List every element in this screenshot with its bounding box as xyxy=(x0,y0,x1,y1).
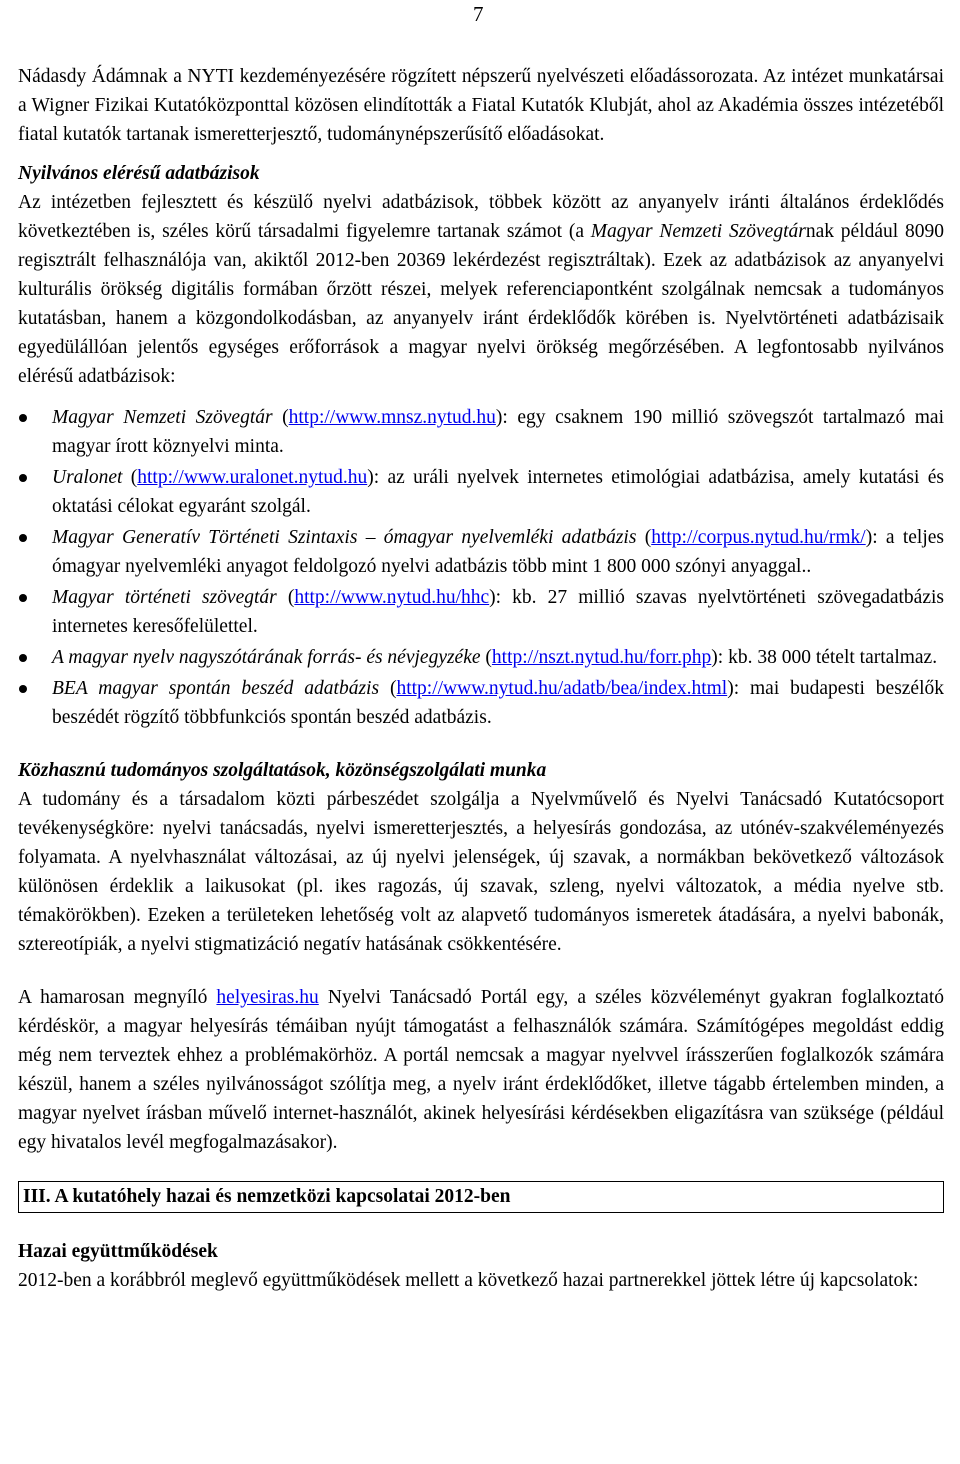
intro-paragraph: Nádasdy Ádámnak a NYTI kezdeményezésére rögzített népszerű nyelvészeti előadássorozata. Az intézet munkatársai a Wigner Fizikai Kutatóközponttal közösen elindították a Fiatal Kutatók Klubját, ahol az Akadémia összes intézetéből fiatal kutatók tartanak ismeretterjesztő, tudománynépszerűsítő előadásokat. xyxy=(18,66,944,145)
list-item xyxy=(18,403,944,461)
domestic-cooperation-heading: Hazai együttműködések xyxy=(18,1241,218,1262)
section-title-box: III. A kutatóhely hazai és nemzetközi kapcsolatai 2012-ben xyxy=(18,1181,944,1213)
database-description: ): kb. 27 millió szavas nyelvtörténeti szövegadatbázis internetes keresőfelülettel. xyxy=(52,587,944,637)
list-item xyxy=(18,463,944,521)
databases-text-italic: Magyar Nemzeti Szövegtár xyxy=(590,221,806,242)
public-service-heading: Közhasznú tudományos szolgáltatások, közönségszolgálati munka xyxy=(18,760,547,781)
database-name: Magyar történeti szövegtár xyxy=(52,587,277,608)
database-link[interactable]: http://www.uralonet.nytud.hu xyxy=(137,467,368,488)
list-item xyxy=(18,583,944,641)
databases-text-end: nak például 8090 regisztrált felhasználója van, akiktől 2012-ben 20369 lekérdezést regisztráltak). Ezek az adatbázisok az anyanyelvi kulturális örökség digitális formában őrzött részei, melyek referenciapontként szolgálnak nemcsak a tudományos kutatásban, hanem a közgondolkodásban, az anyanyelv iránt érdeklődők körében is. Nyelvtörténeti adatbázisaik egyedülállóan jelentős egységes erőforrások a magyar nyelvi örökség megőrzésében. A legfontosabb nyilvános elérésű adatbázisok: xyxy=(18,221,944,387)
database-description: ): kb. 38 000 tételt tartalmaz. xyxy=(711,647,938,668)
paren-open: ( xyxy=(276,587,295,608)
domestic-cooperation-paragraph: 2012-ben a korábbról meglevő együttműködések mellett a következő hazai partnerekkel jöttek létre új kapcsolatok: xyxy=(18,1270,919,1291)
databases-paragraph xyxy=(18,188,944,391)
database-description: ): egy csaknem 190 millió szövegszót tartalmazó mai magyar írott köznyelvi minta. xyxy=(52,407,944,457)
databases-heading: Nyilvános elérésű adatbázisok xyxy=(18,163,260,184)
databases-text-start: Az intézetben fejlesztett és készülő nyelvi adatbázisok, többek között az anyanyelv iránti általános érdeklődés következtében is, széles körű társadalmi figyelemre tartanak számot (a xyxy=(18,192,944,242)
paren-open: ( xyxy=(379,678,397,699)
page-number: 7 xyxy=(473,2,484,26)
database-name: BEA magyar spontán beszéd adatbázis xyxy=(52,678,380,699)
database-description: ): mai budapesti beszélők beszédét rögzítő többfunkciós spontán beszéd adatbázis. xyxy=(52,678,945,728)
public-service-paragraph-1: A tudomány és a társadalom közti párbeszédet szolgálja a Nyelvművelő és Nyelvi Tanácsadó Kutatócsoport tevékenységköre: nyelvi tanácsadás, nyelvi ismeretterjesztés, a helyesírás gondozása, az utónév-szakvéleményezés folyamata. A nyelvhasználat változásai, az új nyelvi jelenségek, új szavak, a normákban bekövetkező változások különösen érdeklik a laikusokat (pl. ikes ragozás, új szavak, szleng, nyelvi változatok, a média nyelve stb. témakörökben). Ezeken a területeken lehetőség volt az alapvető tudományos ismeretek átadására, a nyelvi babonák, sztereotípiák, a nyelvi stigmatizáció negatív hatásának csökkentésére. xyxy=(18,789,944,955)
portal-text-end: Nyelvi Tanácsadó Portál egy, a széles közvéleményt gyakran foglalkoztató kérdéskör, a magyar helyesírás témáiban nyújt támogatást a felhasználók számára. Számítógépes megoldást eddig még nem terveztek ehhez a problémakörhöz. A portál nemcsak a magyar nyelvvel írásszerűen foglalkozók számára készül, hanem a széles nyilvánosságot szólítja meg, a nyelv iránt érdeklődőket, illetve tágabb értelemben minden, a magyar nyelvet írásban művelő internet-használót, akinek helyesírási kérdésekben eligazításra van szüksége (például egy hivatalos levél megfogalmazásakor). xyxy=(18,987,944,1153)
list-item xyxy=(18,643,944,672)
paren-open: ( xyxy=(636,527,652,548)
database-name: Uralonet xyxy=(52,467,123,488)
paren-open: ( xyxy=(272,407,289,428)
database-description: ): az uráli nyelvek internetes etimológiai adatbázisa, amely kutatási és oktatási célokat egyaránt szolgál. xyxy=(52,467,944,517)
database-link[interactable]: http://nszt.nytud.hu/forr.php xyxy=(491,647,712,668)
helyesiras-link[interactable]: helyesiras.hu xyxy=(216,987,319,1008)
database-link[interactable]: http://corpus.nytud.hu/rmk/ xyxy=(651,527,866,548)
database-name: Magyar Nemzeti Szövegtár xyxy=(52,407,273,428)
portal-text-start: A hamarosan megnyíló xyxy=(18,987,217,1008)
public-service-paragraph-2 xyxy=(18,983,944,1157)
document-body xyxy=(18,62,944,1295)
list-item xyxy=(18,674,944,732)
database-description: ): a teljes ómagyar nyelvemléki anyagot feldolgozó nyelvi adatbázis több mint 1 800 000 szónyi anyaggal.. xyxy=(52,527,944,577)
database-name: A magyar nyelv nagyszótárának forrás- és névjegyzéke xyxy=(52,647,481,668)
database-link[interactable]: http://www.nytud.hu/adatb/bea/index.html xyxy=(396,678,728,699)
database-list xyxy=(18,403,944,732)
paren-open: ( xyxy=(480,647,492,668)
paren-open: ( xyxy=(122,467,138,488)
database-name: Magyar Generatív Történeti Szintaxis – ómagyar nyelvemléki adatbázis xyxy=(52,527,637,548)
database-link[interactable]: http://www.nytud.hu/hhc xyxy=(294,587,490,608)
database-link[interactable]: http://www.mnsz.nytud.hu xyxy=(288,407,496,428)
list-item xyxy=(18,523,944,581)
